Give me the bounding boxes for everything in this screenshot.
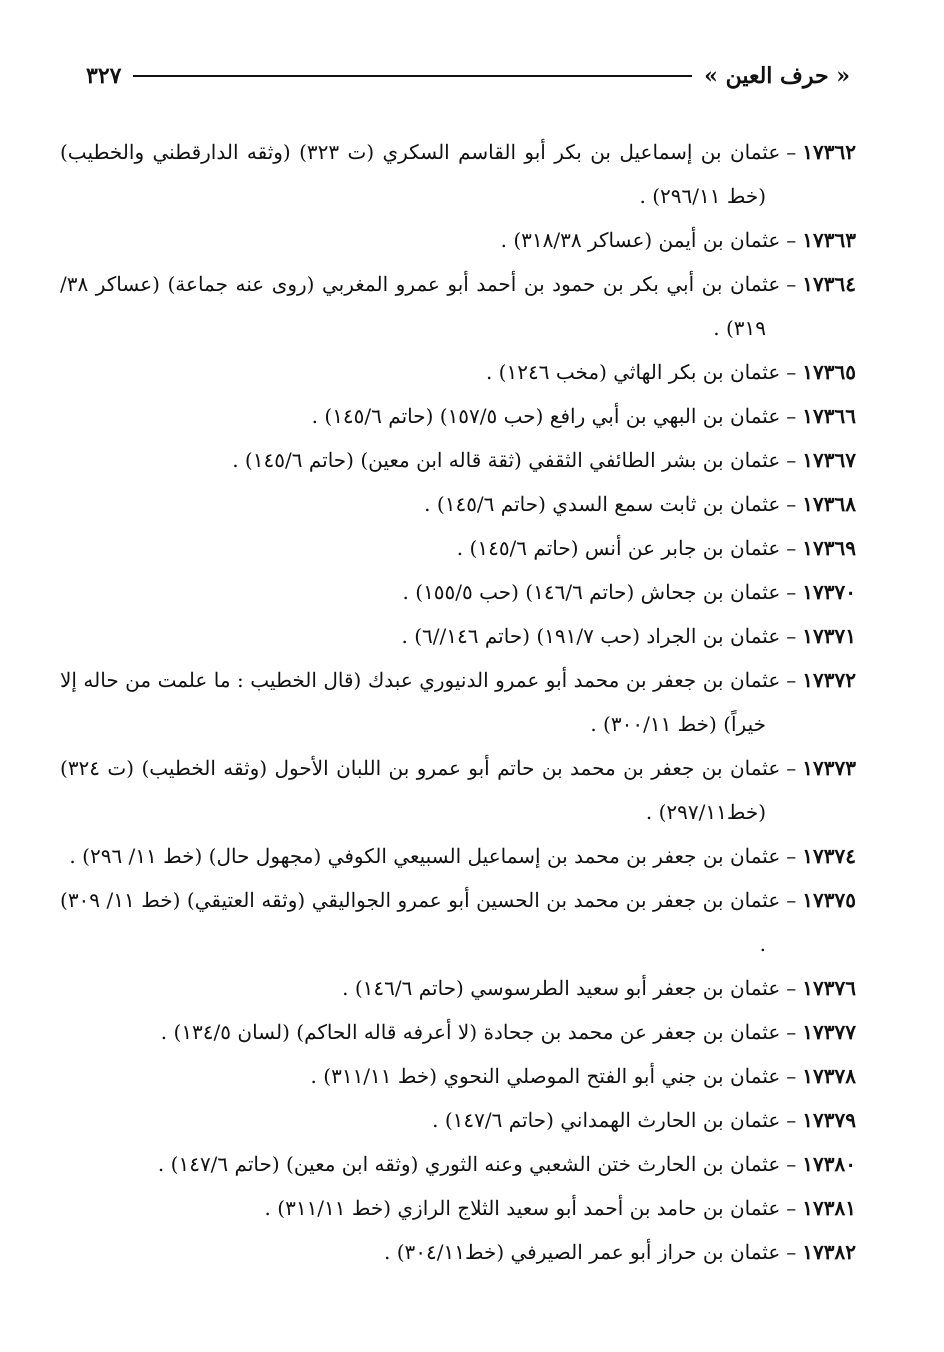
entry-number: ١٧٣٧٩ [802, 1108, 856, 1132]
header-rule [133, 75, 692, 77]
entry: ١٧٣٨٢–عثمان بن حراز أبو عمر الصيرفي (خط٣٠٤/١١) . [384, 1240, 856, 1264]
entry-text: عثمان بن الجراد (حب ١٩١/٧) (حاتم ١٤٦//٦) . [401, 624, 781, 648]
page-number: ٣٢٧ [86, 63, 122, 89]
entry: ١٧٣٧٥–عثمان بن جعفر بن محمد بن الحسين أبو عمرو الجواليقي (وثقه العتيقي) (خط ١١/ ٣٠٩) . [60, 888, 856, 956]
entry-text: عثمان بن جعفر بن محمد بن حاتم أبو عمرو بن اللبان الأحول (وثقه الخطيب) (ت ٣٢٤) (خط٢٩٧/١١) . [60, 756, 781, 824]
entry: ١٧٣٨٠–عثمان بن الحارث ختن الشعبي وعنه الثوري (وثقه ابن معين) (حاتم ١٤٧/٦) . [157, 1152, 856, 1176]
entry-text: عثمان بن جحاش (حاتم ١٤٦/٦) (حب ١٥٥/٥) . [402, 580, 781, 604]
entry: ١٧٣٦٧–عثمان بن بشر الطائفي الثقفي (ثقة قاله ابن معين) (حاتم ١٤٥/٦) . [232, 448, 856, 472]
entry-text: عثمان بن إسماعيل بن بكر أبو القاسم السكري (ت ٣٢٣) (وثقه الدارقطني والخطيب) (خط ٢٩٦/١١) . [60, 140, 781, 208]
entry-number: ١٧٣٨١ [802, 1196, 856, 1220]
entries-list [60, 130, 856, 1274]
entry-text: عثمان بن الحارث ختن الشعبي وعنه الثوري (وثقه ابن معين) (حاتم ١٤٧/٦) . [157, 1152, 781, 1176]
entry-number: ١٧٣٦٤ [802, 272, 856, 296]
entry-text: عثمان بن بكر الهاثي (مخب ١٢٤٦) . [485, 360, 781, 384]
entry: ١٧٣٧٨–عثمان بن جني أبو الفتح الموصلي النحوي (خط ٣١١/١١) . [310, 1064, 856, 1088]
entry: ١٧٣٦٥–عثمان بن بكر الهاثي (مخب ١٢٤٦) . [485, 360, 856, 384]
entry: ١٧٣٧٩–عثمان بن الحارث الهمداني (حاتم ١٤٧/٦) . [432, 1108, 856, 1132]
entry-number: ١٧٣٦٣ [802, 228, 856, 252]
entry: ١٧٣٧١–عثمان بن الجراد (حب ١٩١/٧) (حاتم ١٤٦//٦) . [401, 624, 856, 648]
entry-text: عثمان بن جعفر بن محمد بن إسماعيل السبيعي الكوفي (مجهول حال) (خط ١١/ ٢٩٦) . [69, 844, 781, 868]
entry-number: ١٧٣٦٦ [802, 404, 856, 428]
entry-number: ١٧٣٧٣ [802, 756, 856, 780]
page-header [86, 56, 850, 96]
entry: ١٧٣٧٢–عثمان بن جعفر بن محمد أبو عمرو الدنيوري عبدك (قال الخطيب : ما علمت من حاله إلا خيراً) (خط ٣٠٠/١١) . [60, 668, 856, 736]
entry-number: ١٧٣٧٧ [802, 1020, 856, 1044]
entry-number: ١٧٣٧٨ [802, 1064, 856, 1088]
entry: ١٧٣٦٢–عثمان بن إسماعيل بن بكر أبو القاسم السكري (ت ٣٢٣) (وثقه الدارقطني والخطيب) (خط ٢٩٦/١١) . [60, 140, 856, 208]
entry-text: عثمان بن ثابت سمع السدي (حاتم ١٤٥/٦) . [424, 492, 781, 516]
entry: ١٧٣٦٦–عثمان بن البهي بن أبي رافع (حب ١٥٧/٥) (حاتم ١٤٥/٦) . [311, 404, 856, 428]
entry-number: ١٧٣٧٦ [802, 976, 856, 1000]
entry: ١٧٣٦٩–عثمان بن جابر عن أنس (حاتم ١٤٥/٦) . [456, 536, 856, 560]
entry-text: عثمان بن الحارث الهمداني (حاتم ١٤٧/٦) . [432, 1108, 781, 1132]
entry-text: عثمان بن جعفر بن محمد أبو عمرو الدنيوري عبدك (قال الخطيب : ما علمت من حاله إلا خيراً) (خط ٣٠٠/١١) . [60, 668, 781, 736]
entry-number: ١٧٣٦٩ [802, 536, 856, 560]
entry: ١٧٣٨١–عثمان بن حامد بن أحمد أبو سعيد الثلاج الرازي (خط ٣١١/١١) . [264, 1196, 856, 1220]
entry-text: عثمان بن حامد بن أحمد أبو سعيد الثلاج الرازي (خط ٣١١/١١) . [264, 1196, 781, 1220]
entry: ١٧٣٧٦–عثمان بن جعفر أبو سعيد الطرسوسي (حاتم ١٤٦/٦) . [342, 976, 856, 1000]
entry: ١٧٣٦٨–عثمان بن ثابت سمع السدي (حاتم ١٤٥/٦) . [424, 492, 856, 516]
entry: ١٧٣٦٣–عثمان بن أيمن (عساكر ٣١٨/٣٨) . [500, 228, 856, 252]
entry-number: ١٧٣٧١ [802, 624, 856, 648]
entry-text: عثمان بن جعفر بن محمد بن الحسين أبو عمرو الجواليقي (وثقه العتيقي) (خط ١١/ ٣٠٩) . [60, 888, 781, 956]
entry-number: ١٧٣٧٠ [802, 580, 856, 604]
entry-text: عثمان بن حراز أبو عمر الصيرفي (خط٣٠٤/١١) . [384, 1240, 781, 1264]
entry-text: عثمان بن أبي بكر بن حمود بن أحمد أبو عمرو المغربي (روى عنه جماعة) (عساكر ٣٨/ ٣١٩) . [60, 272, 781, 340]
entry-text: عثمان بن جابر عن أنس (حاتم ١٤٥/٦) . [456, 536, 781, 560]
entry-number: ١٧٣٦٥ [802, 360, 856, 384]
entry-text: عثمان بن أيمن (عساكر ٣١٨/٣٨) . [500, 228, 781, 252]
entry-number: ١٧٣٧٢ [802, 668, 856, 692]
entry-number: ١٧٣٧٤ [802, 844, 856, 868]
entry-number: ١٧٣٦٧ [802, 448, 856, 472]
entry: ١٧٣٦٤–عثمان بن أبي بكر بن حمود بن أحمد أبو عمرو المغربي (روى عنه جماعة) (عساكر ٣٨/ ٣١٩) . [60, 272, 856, 340]
entry-number: ١٧٣٨٢ [802, 1240, 856, 1264]
entry-number: ١٧٣٦٢ [802, 140, 856, 164]
entry: ١٧٣٧٠–عثمان بن جحاش (حاتم ١٤٦/٦) (حب ١٥٥/٥) . [402, 580, 856, 604]
chapter-title: « حرف العين » [704, 63, 850, 89]
entry-text: عثمان بن جعفر أبو سعيد الطرسوسي (حاتم ١٤٦/٦) . [342, 976, 781, 1000]
entry-text: عثمان بن البهي بن أبي رافع (حب ١٥٧/٥) (حاتم ١٤٥/٦) . [311, 404, 781, 428]
entry-text: عثمان بن بشر الطائفي الثقفي (ثقة قاله ابن معين) (حاتم ١٤٥/٦) . [232, 448, 781, 472]
entry: ١٧٣٧٧–عثمان بن جعفر عن محمد بن جحادة (لا أعرفه قاله الحاكم) (لسان ١٣٤/٥) . [160, 1020, 856, 1044]
entry-text: عثمان بن جعفر عن محمد بن جحادة (لا أعرفه قاله الحاكم) (لسان ١٣٤/٥) . [160, 1020, 781, 1044]
entry-number: ١٧٣٨٠ [802, 1152, 856, 1176]
entry: ١٧٣٧٤–عثمان بن جعفر بن محمد بن إسماعيل السبيعي الكوفي (مجهول حال) (خط ١١/ ٢٩٦) . [69, 844, 856, 868]
entry: ١٧٣٧٣–عثمان بن جعفر بن محمد بن حاتم أبو عمرو بن اللبان الأحول (وثقه الخطيب) (ت ٣٢٤) (خط٢٩٧/١١) . [60, 756, 856, 824]
entry-text: عثمان بن جني أبو الفتح الموصلي النحوي (خط ٣١١/١١) . [310, 1064, 781, 1088]
entry-number: ١٧٣٦٨ [802, 492, 856, 516]
entry-number: ١٧٣٧٥ [802, 888, 856, 912]
